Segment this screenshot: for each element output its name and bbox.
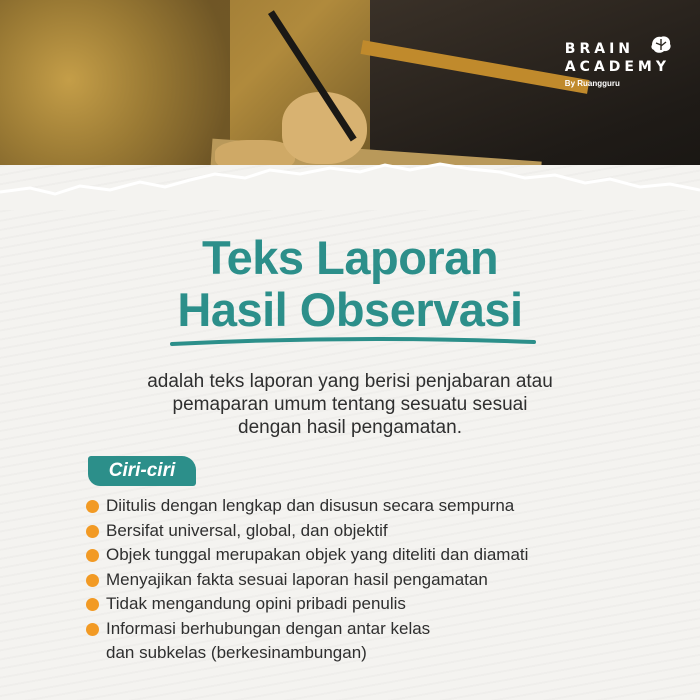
list-item: [86, 568, 686, 593]
list-item: [86, 617, 686, 666]
list-item-text: Tidak mengandung opini pribadi penulis: [106, 594, 406, 613]
list-item-text-continued: dan subkelas (berkesinambungan): [106, 643, 367, 662]
list-item: [86, 519, 686, 544]
list-item-text: Menyajikan fakta sesuai laporan hasil pengamatan: [106, 569, 488, 589]
brain-icon: [648, 34, 674, 56]
page-title-line-1: Teks Laporan: [201, 231, 499, 284]
torn-paper-edge: [0, 150, 700, 210]
characteristics-list: [86, 494, 686, 666]
bullet-icon: [86, 549, 99, 562]
section-label: Ciri-ciri: [108, 460, 176, 481]
section-label-badge: [88, 456, 196, 486]
logo-line-1: BRAIN: [564, 41, 635, 57]
list-item-text: Informasi berhubungan dengan antar kelas: [106, 618, 431, 638]
bullet-icon: [86, 525, 99, 538]
list-item: [86, 592, 686, 617]
list-item: [86, 543, 686, 568]
list-item: [86, 494, 686, 519]
description-line-3: dengan hasil pengamatan.: [238, 417, 462, 438]
description-line-1: adalah teks laporan yang berisi penjabaran atau: [147, 371, 553, 392]
bullet-icon: [86, 500, 99, 513]
bullet-icon: [86, 623, 99, 636]
list-item-text: Objek tunggal merupakan objek yang diteliti dan diamati: [106, 545, 529, 564]
logo-byline: By Ruangguru: [564, 79, 620, 88]
logo-line-2: ACADEMY: [564, 59, 670, 75]
description-line-2: pemaparan umum tentang sesuatu sesuai: [172, 394, 528, 415]
bullet-icon: [86, 598, 99, 611]
brand-logo: [565, 40, 670, 88]
list-item-text: Diitulis dengan lengkap dan disusun secara sempurna: [106, 496, 515, 515]
page-title-line-2: Hasil Observasi: [177, 283, 523, 336]
title-underline: [168, 333, 538, 349]
list-item-text: Bersifat universal, global, dan objektif: [106, 520, 388, 540]
bullet-icon: [86, 574, 99, 587]
